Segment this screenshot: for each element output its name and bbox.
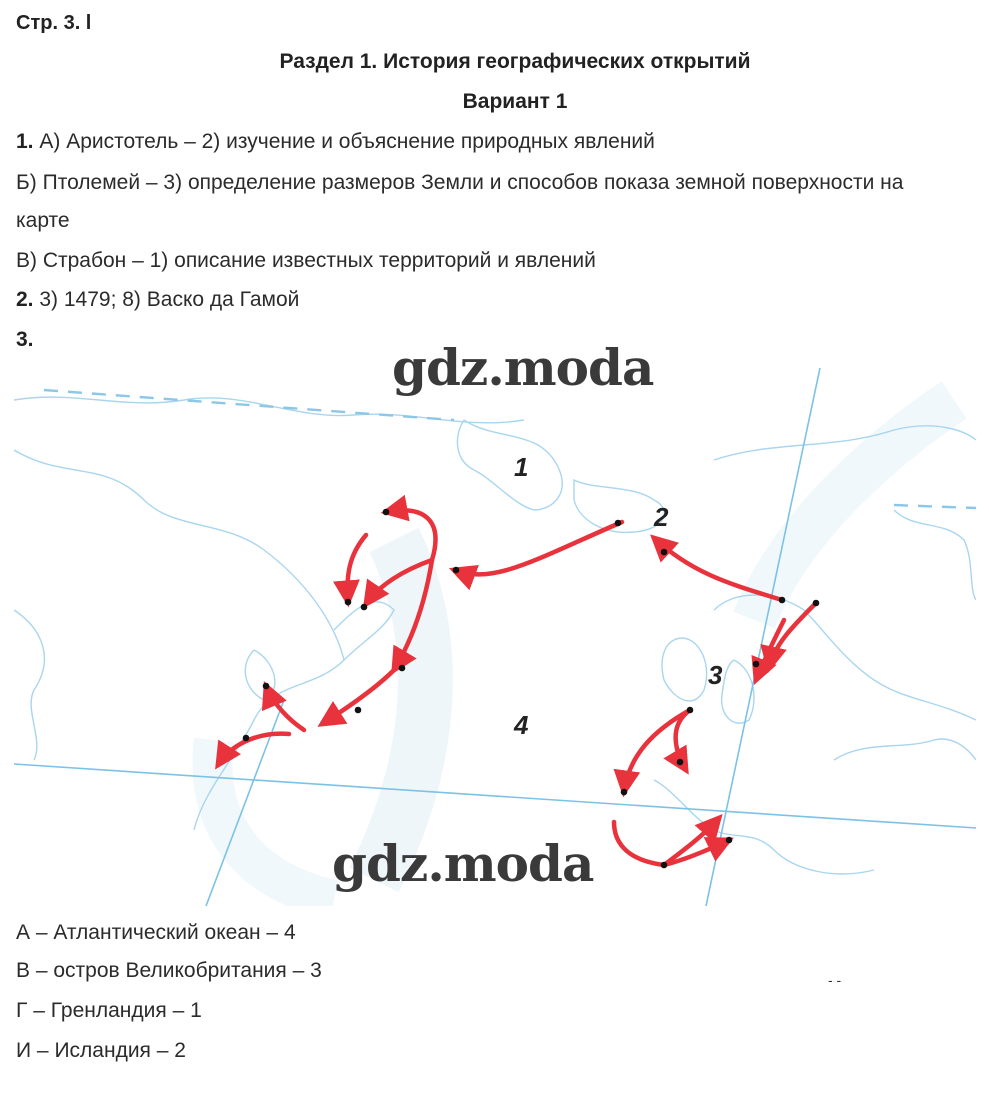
route-arrow — [347, 535, 366, 602]
question-3-number: 3. — [16, 328, 34, 351]
answer-1-line-2: Б) Птолемей – 3) определение размеров Земли и способов показа земной поверхности на — [16, 171, 904, 194]
route-point — [687, 707, 694, 714]
route-point — [615, 520, 622, 527]
route-point — [661, 549, 668, 556]
stray-mark: - - — [828, 972, 842, 988]
route-point — [361, 604, 368, 611]
region-label-1: 1 — [514, 452, 529, 482]
answer-2-line — [16, 287, 299, 313]
answer-1-line-1 — [16, 129, 655, 155]
grid-lines — [14, 368, 976, 906]
region-label-3: 3 — [708, 660, 723, 690]
legend-line-d: И – Исландия – 2 — [16, 1039, 186, 1062]
route-point — [677, 759, 684, 766]
answer-1-line-4: В) Страбон – 1) описание известных территорий и явлений — [16, 249, 596, 272]
route-point — [345, 599, 352, 606]
question-number: 1. — [16, 130, 34, 153]
route-point — [779, 597, 786, 604]
route-arrow — [664, 840, 729, 865]
faint-background-logo — [213, 400, 955, 900]
route-arrow — [454, 522, 622, 574]
legend-line-c: Г – Гренландия – 1 — [16, 999, 202, 1022]
route-point — [813, 600, 820, 607]
route-point — [355, 707, 362, 714]
route-point — [263, 683, 270, 690]
region-label-2: 2 — [654, 502, 669, 532]
legend-line-b: В – остров Великобритания – 3 — [16, 959, 322, 982]
route-arrow — [322, 670, 394, 724]
question-number: 2. — [16, 288, 34, 311]
route-point — [661, 862, 668, 869]
answer-text: А) Аристотель – 2) изучение и объяснение природных явлений — [39, 130, 655, 153]
route-point — [621, 789, 628, 796]
route-point — [383, 509, 390, 516]
route-point — [399, 665, 406, 672]
page-number-heading: Стр. 3. l — [16, 12, 92, 34]
route-point — [453, 567, 460, 574]
route-point — [243, 735, 250, 742]
answer-text: 3) 1479; 8) Васко да Гамой — [39, 288, 300, 311]
route-point — [753, 661, 760, 668]
region-label-4: 4 — [514, 710, 529, 740]
route-point — [726, 837, 733, 844]
legend-line-a: А – Атлантический океан – 4 — [16, 921, 296, 944]
coastlines — [14, 397, 976, 874]
variant-title: Вариант 1 — [462, 90, 568, 113]
map-drawing — [14, 360, 976, 906]
answer-1-line-3: карте — [16, 209, 70, 232]
contour-map — [14, 338, 976, 906]
route-arrow — [614, 818, 719, 865]
watermark-top: gdz.moda — [392, 338, 654, 397]
watermark-bottom: gdz.moda — [332, 834, 594, 893]
section-title: Раздел 1. История географических открытий — [279, 50, 751, 73]
